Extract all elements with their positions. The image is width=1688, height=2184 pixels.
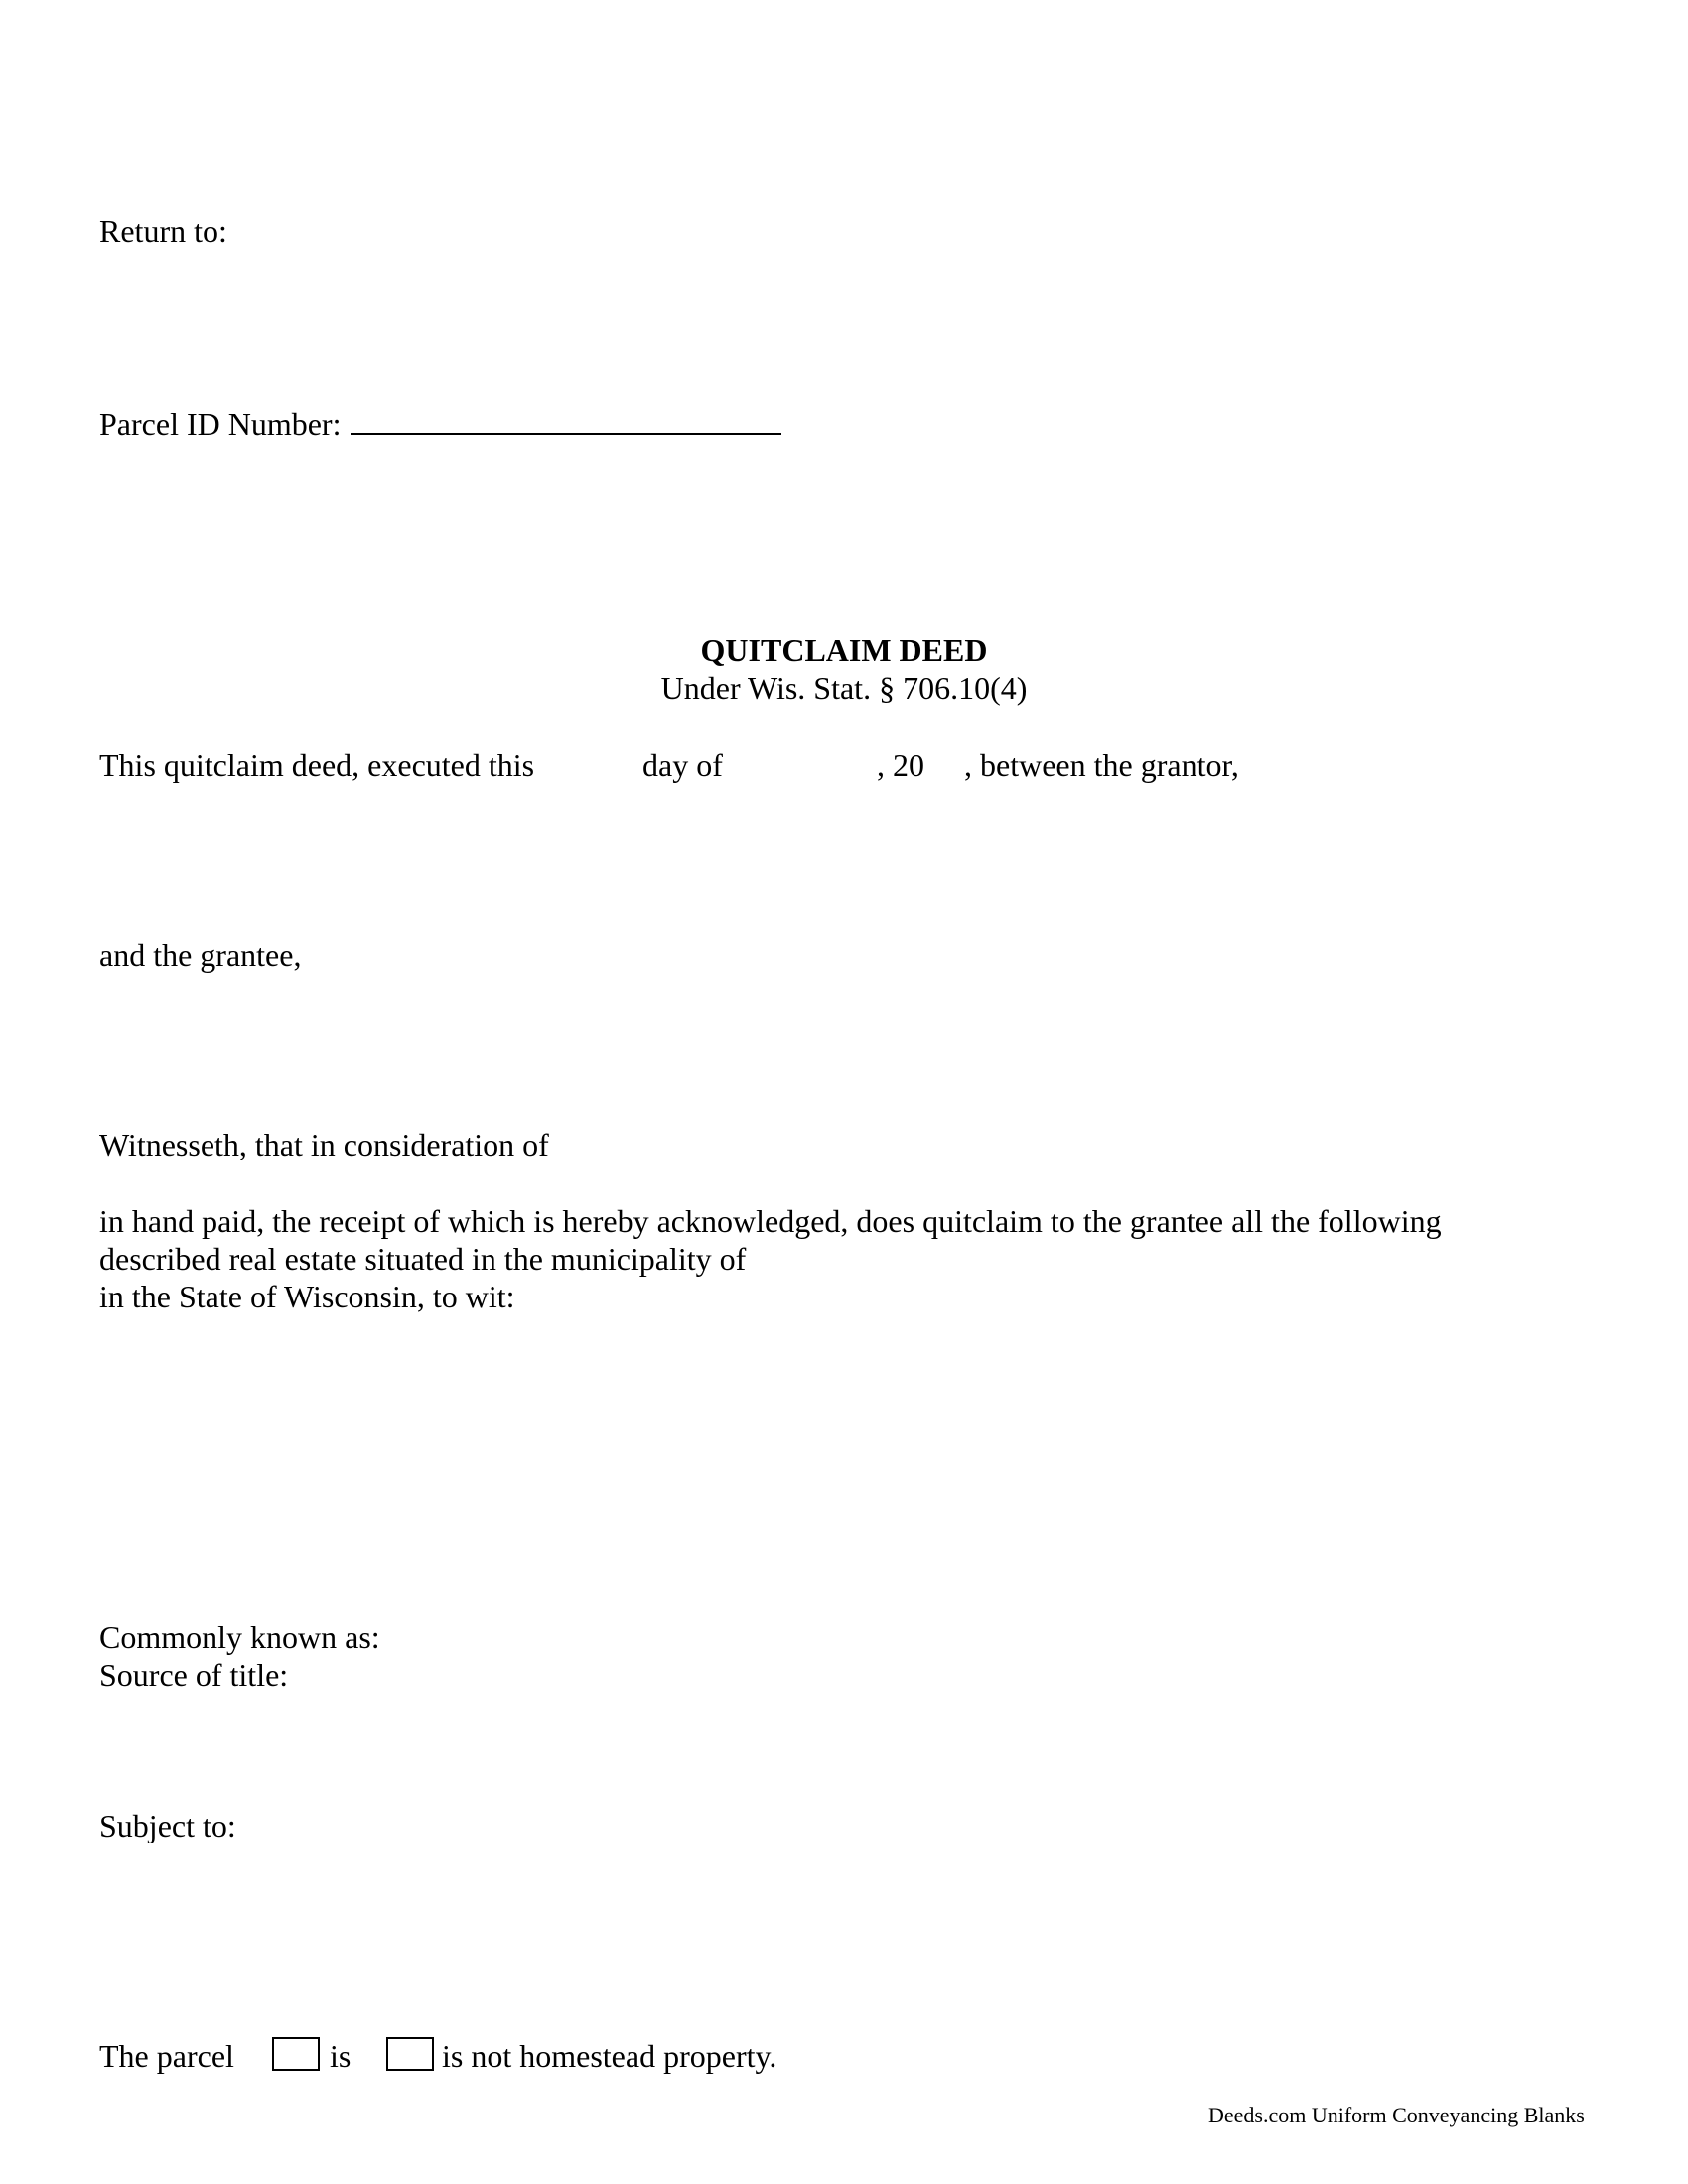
parcel-id-blank[interactable] [351, 403, 781, 435]
document-subtitle: Under Wis. Stat. § 706.10(4) [660, 670, 1028, 706]
homestead-is-not-checkbox[interactable] [386, 2037, 434, 2071]
homestead-is-not-label: is not homestead property. [442, 2038, 777, 2074]
body-line-1: in hand paid, the receipt of which is hereby acknowledged, does quitclaim to the grantee all the following [99, 1203, 1442, 1239]
body-line-3: in the State of Wisconsin, to wit: [99, 1279, 515, 1314]
homestead-is-checkbox[interactable] [272, 2037, 320, 2071]
parcel-id-label: Parcel ID Number: [99, 406, 342, 442]
consideration-label: Witnesseth, that in consideration of [99, 1127, 549, 1162]
body-line-2: described real estate situated in the municipality of [99, 1241, 747, 1277]
title-block [0, 631, 1688, 707]
grantee-label: and the grantee, [99, 937, 302, 973]
execution-text-4: , between the grantor, [964, 748, 1239, 783]
commonly-known-label: Commonly known as: [99, 1619, 380, 1655]
execution-text-3: , 20 [877, 748, 924, 783]
subject-to-label: Subject to: [99, 1808, 236, 1843]
homestead-prefix: The parcel [99, 2038, 234, 2074]
execution-text-2: day of [642, 748, 723, 783]
footer-text: Deeds.com Uniform Conveyancing Blanks [1208, 2103, 1585, 2127]
execution-text-1: This quitclaim deed, executed this [99, 748, 535, 783]
homestead-is-label: is [330, 2038, 352, 2074]
return-to-label: Return to: [99, 213, 227, 249]
source-of-title-label: Source of title: [99, 1657, 289, 1693]
parcel-id-row [99, 403, 781, 443]
document-title: QUITCLAIM DEED [700, 632, 988, 668]
